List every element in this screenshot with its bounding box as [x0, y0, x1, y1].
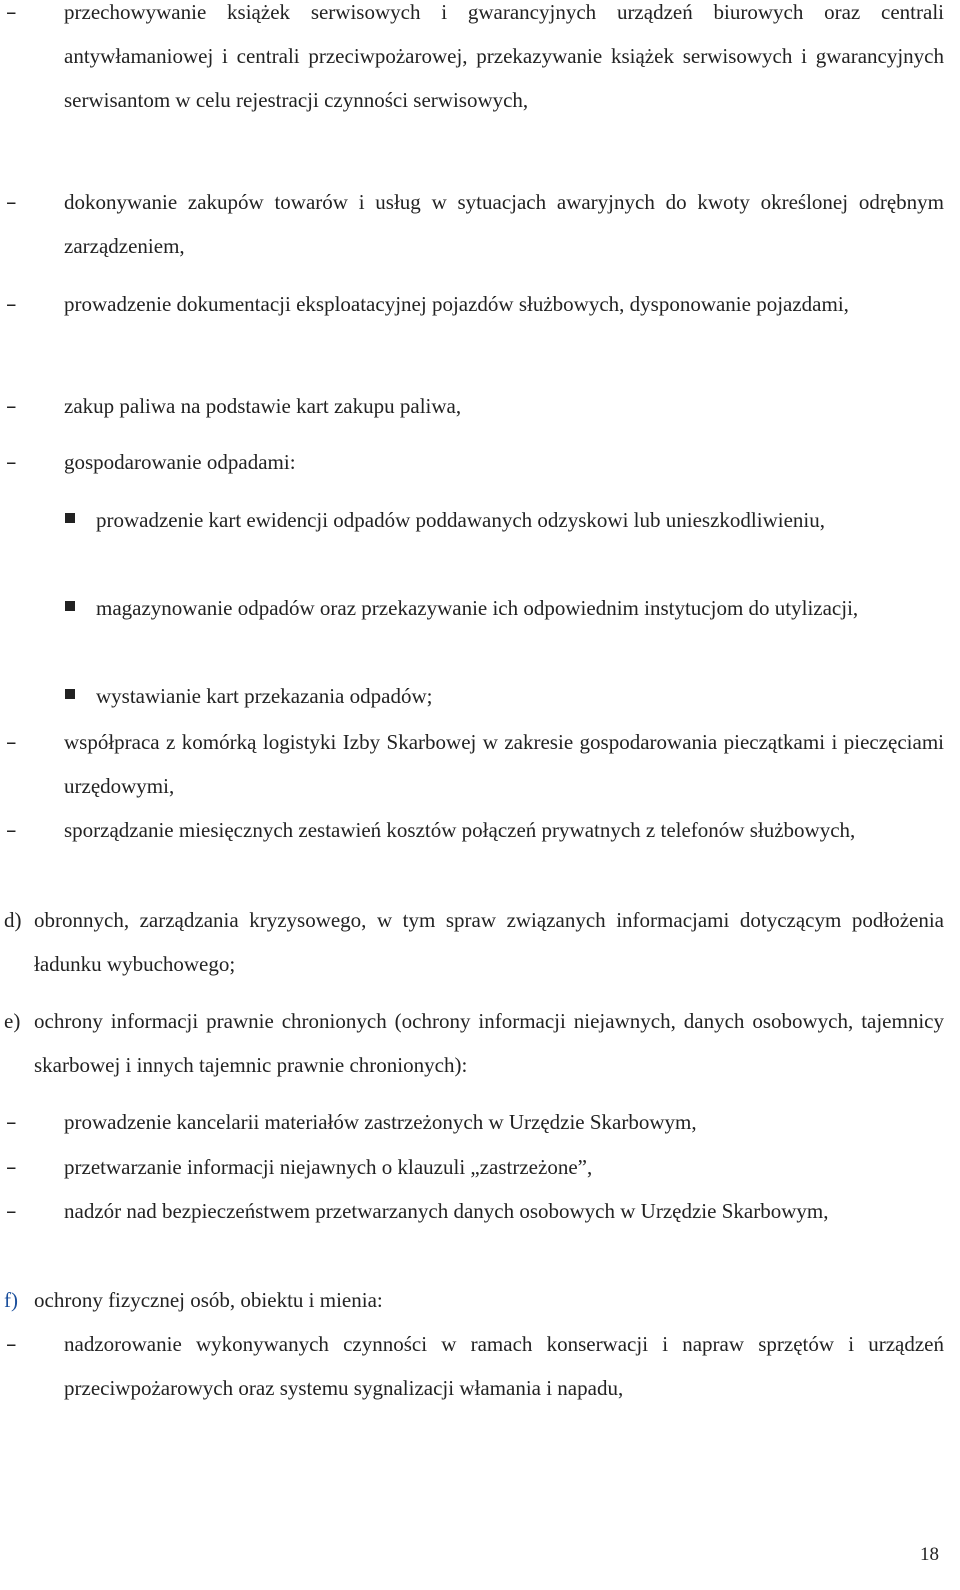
list-item: nadzorowanie wykonywanych czynności w ramach konserwacji i napraw sprzętów i urządzeń przeciwpożarowych oraz systemu sygnalizacji włamania i napadu,: [64, 1332, 944, 1400]
square-bullet-icon: [65, 601, 75, 611]
dash-bullet: [6, 180, 40, 224]
list-item: zakup paliwa na podstawie kart zakupu paliwa,: [64, 394, 462, 418]
dash-bullet: [6, 1189, 40, 1233]
dash-bullet: [6, 282, 40, 326]
item-letter-f: f): [4, 1288, 18, 1312]
sub-list-item: magazynowanie odpadów oraz przekazywanie ich odpowiednim instytucjom do utylizacji,: [96, 596, 859, 620]
list-item: prowadzenie dokumentacji eksploatacyjnej pojazdów służbowych, dysponowanie pojazdami,: [64, 292, 849, 316]
section-item-e: ochrony informacji prawnie chronionych (ochrony informacji niejawnych, danych osobowych, tajemnicy skarbowej i innych tajemnic prawnie chronionych):: [34, 1009, 944, 1077]
sub-list-item: prowadzenie kart ewidencji odpadów poddawanych odzyskowi lub unieszkodliwieniu,: [96, 508, 825, 532]
list-item: współpraca z komórką logistyki Izby Skarbowej w zakresie gospodarowania pieczątkami i pieczęciami urzędowymi,: [64, 730, 944, 798]
dash-bullet: [6, 440, 40, 484]
dash-bullet: [6, 1100, 40, 1144]
sub-list-item: wystawianie kart przekazania odpadów;: [96, 684, 433, 708]
list-item: przetwarzanie informacji niejawnych o klauzuli „zastrzeżone”,: [64, 1155, 593, 1179]
dash-bullet: [6, 384, 40, 428]
page-number: 18: [920, 1544, 939, 1565]
section-item-d: obronnych, zarządzania kryzysowego, w tym spraw związanych informacjami dotyczącym podłożenia ładunku wybuchowego;: [34, 908, 944, 976]
list-item: gospodarowanie odpadami:: [64, 450, 296, 474]
dash-bullet: [6, 720, 40, 764]
square-bullet-icon: [65, 689, 75, 699]
dash-bullet: [6, 1145, 40, 1189]
list-item: nadzór nad bezpieczeństwem przetwarzanych danych osobowych w Urzędzie Skarbowym,: [64, 1199, 829, 1223]
dash-bullet: [6, 808, 40, 852]
section-item-f: ochrony fizycznej osób, obiektu i mienia:: [34, 1288, 383, 1312]
square-bullet-icon: [65, 513, 75, 523]
item-letter-e: e): [4, 1009, 21, 1033]
dash-bullet: [6, 1322, 40, 1366]
item-letter-d: d): [4, 908, 22, 932]
list-item: przechowywanie książek serwisowych i gwarancyjnych urządzeń biurowych oraz centrali antywłamaniowej i centrali przeciwpożarowej, przekazywanie książek serwisowych i gwarancyjnych serwisantom w celu rejestracji czynności serwisowych,: [64, 0, 944, 112]
list-item: dokonywanie zakupów towarów i usług w sytuacjach awaryjnych do kwoty określonej odrębnym zarządzeniem,: [64, 190, 944, 258]
dash-bullet: [6, 0, 40, 34]
list-item: sporządzanie miesięcznych zestawień kosztów połączeń prywatnych z telefonów służbowych,: [64, 818, 856, 842]
list-item: prowadzenie kancelarii materiałów zastrzeżonych w Urzędzie Skarbowym,: [64, 1110, 697, 1134]
